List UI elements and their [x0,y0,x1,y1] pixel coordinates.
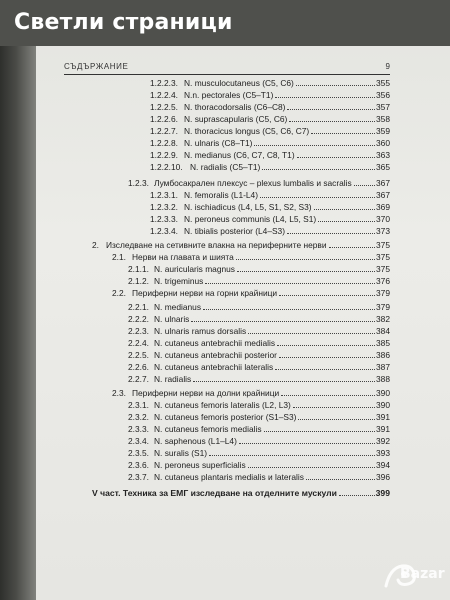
toc-entry-page: 390 [376,388,390,398]
toc-entry [150,214,390,224]
toc-entry-title: N. ischiadicus (L4, L5, S1, S2, S3) [184,202,312,212]
toc-entry [128,178,390,188]
toc-entry-number: 1.2.2.6. [150,114,178,124]
toc-entry [150,150,390,160]
toc-entry-page: 375 [376,240,390,250]
toc-leader-dots [311,132,375,134]
toc-entry-title: N. cutaneus plantaris medialis и lateralis [154,472,304,482]
toc-entry-page: 396 [376,472,390,482]
toc-entry-title: N. saphenous (L1–L4) [154,436,237,446]
toc-entry-title: N. tibialis posterior (L4–S3) [184,226,286,236]
toc-entry-number: 2. [92,240,99,250]
toc-entry-page: 367 [376,178,390,188]
toc-entry [128,264,390,274]
toc-entry [150,78,390,88]
toc-entry-number: 2.3.2. [128,412,149,422]
toc-entry [150,138,390,148]
toc-entry-title: N. auricularis magnus [154,264,235,274]
toc-entry-title: N. cutaneus antebrachii lateralis [154,362,274,372]
toc-entry-page: 391 [376,412,390,422]
toc-leader-dots [264,430,375,432]
toc-entry-page: 382 [376,314,390,324]
toc-entry-page: 399 [375,488,390,498]
toc-entry-number: 2.2.3. [128,326,149,336]
toc-leader-dots [314,208,375,210]
toc-entry-title: N. radialis [154,374,192,384]
toc-entry-title: N. suralis (S1) [154,448,208,458]
toc-leader-dots [281,394,375,396]
toc-entry-number: 1.2.2.8. [150,138,178,148]
toc-leader-dots [254,144,375,146]
toc-leader-dots [279,294,375,296]
toc-entry [128,338,390,348]
toc-leader-dots [237,270,375,272]
toc-leader-dots [205,282,375,284]
toc-entry-page: 369 [376,202,390,212]
toc-entry-page: 388 [376,374,390,384]
toc-leader-dots [279,356,375,358]
toc-entry-page: 391 [376,424,390,434]
toc-entry [128,350,390,360]
header-title: СЪДЪРЖАНИЕ [64,62,129,71]
toc-leader-dots [248,332,375,334]
toc-entry-title: N. suprascapularis (C5, C6) [184,114,288,124]
toc-entry-page: 387 [376,362,390,372]
toc-leader-dots [193,380,375,382]
toc-entry [128,424,390,434]
toc-entry [128,314,390,324]
toc-entry-number: 1.2.2.9. [150,150,178,160]
toc-entry [150,202,390,212]
toc-entry [150,162,390,172]
toc-entry [150,102,390,112]
toc-entry [128,302,390,312]
toc-entry-title: N. ulnaris ramus dorsalis [154,326,247,336]
toc-leader-dots [209,454,375,456]
toc-leader-dots [191,320,375,322]
toc-entry-title: N. thoracicus longus (C5, C6, C7) [184,126,310,136]
toc-entry-page: 356 [376,90,390,100]
toc-leader-dots [260,196,375,198]
toc-entry-page: 370 [376,214,390,224]
toc-entry-number: 1.2.2.10. [150,162,183,172]
toc-entry-number: 1.2.3.2. [150,202,178,212]
book-spine-shadow [0,0,40,600]
toc-entry-number: 2.3. [112,388,126,398]
toc-entry-number: 1.2.2.4. [150,90,178,100]
toc-entry-page: 360 [376,138,390,148]
toc-entry [128,326,390,336]
toc-leader-dots [318,220,375,222]
toc-entry [128,400,390,410]
toc-entry-page: 379 [376,302,390,312]
toc-entry-number: 2.3.5. [128,448,149,458]
toc-entry [92,240,390,250]
toc-leader-dots [287,232,375,234]
toc-entry-number: 2.1.1. [128,264,149,274]
toc-leader-dots [339,494,375,496]
toc-entry-title: N. cutaneus femoris medialis [154,424,262,434]
toc-entry-title: N. peroneus superficialis [154,460,246,470]
toc-entry-page: 394 [376,460,390,470]
toc-entry-page: 390 [376,400,390,410]
toc-leader-dots [277,344,375,346]
toc-entry-page: 375 [376,264,390,274]
toc-entry-page: 375 [376,252,390,262]
toc-leader-dots [329,246,376,248]
toc-entry-page: 367 [376,190,390,200]
toc-entry [112,288,390,298]
toc-entry-title: N. medianus [154,302,202,312]
toc-entry-title: N. medianus (C6, C7, C8, T1) [184,150,295,160]
toc-entry-number: 2.1.2. [128,276,149,286]
toc-entry-number: 1.2.2.7. [150,126,178,136]
toc-entry [112,388,390,398]
toc-entry-number: 1.2.3.4. [150,226,178,236]
toc-entry-number: 2.1. [112,252,126,262]
toc-entry-title: N. cutaneus femoris posterior (S1–S3) [154,412,297,422]
toc-entry-number: 1.2.2.5. [150,102,178,112]
toc-entry-title: N. radialis (C5–T1) [190,162,261,172]
banner-title: Светли страници [14,10,233,35]
toc-entry-number: 1.2.2.3. [150,78,178,88]
header-page-number: 9 [385,62,390,71]
toc-entry-number: 2.2. [112,288,126,298]
toc-entry-number: 1.2.3.3. [150,214,178,224]
toc-leader-dots [239,442,375,444]
toc-entry-title: Лумбосакрален плексус – plexus lumbalis и sacralis [154,178,352,188]
toc-entry [150,114,390,124]
site-banner [0,0,450,46]
toc-entry-title: N.n. pectorales (C5–T1) [184,90,274,100]
toc-entry-page: 385 [376,338,390,348]
toc-entry [128,460,390,470]
toc-entry-title: Периферни нерви на долни крайници [132,388,280,398]
toc-entry-title: N. ulnaris [154,314,190,324]
toc-leader-dots [293,406,375,408]
toc-entry-title: N. peroneus communis (L4, L5, S1) [184,214,317,224]
toc-entry-number: 2.2.1. [128,302,149,312]
toc-entry [128,472,390,482]
toc-leader-dots [248,466,375,468]
toc-leader-dots [298,418,375,420]
toc-entry [150,90,390,100]
toc-entry-page: 363 [376,150,390,160]
toc-entry-title: V част. Техника за ЕМГ изследване на отделните мускули [92,488,337,498]
toc-leader-dots [275,368,375,370]
toc-entry-title: N. cutaneus femoris lateralis (L2, L3) [154,400,291,410]
toc-entry [128,412,390,422]
toc-entry-page: 392 [376,436,390,446]
toc-entry [128,276,390,286]
toc-entry-title: N. cutaneus antebrachii posterior [154,350,277,360]
toc-leader-dots [306,478,375,480]
toc-entry-title: N. cutaneus antebrachii medialis [154,338,276,348]
toc-entry [150,190,390,200]
toc-entry-title: Изследване на сетивните влакна на периферните нерви [106,240,327,250]
toc-entry-page: 379 [376,288,390,298]
toc-entry [128,362,390,372]
toc-entry-page: 393 [376,448,390,458]
toc-entry-number: 2.2.6. [128,362,149,372]
toc-entry [128,448,390,458]
toc-entry-page: 386 [376,350,390,360]
toc-entry-title: Нерви на главата и шията [132,252,234,262]
toc-entry-title: Периферни нерви на горни крайници [132,288,278,298]
toc-entry-title: N. ulnaris (C8–T1) [184,138,253,148]
toc-entry-number: 1.2.3. [128,178,149,188]
toc-entry-page: 376 [376,276,390,286]
toc-entry-title: N. musculocutaneus (C5, C6) [184,78,294,88]
toc-entry-number: 2.2.2. [128,314,149,324]
toc-entry [92,488,390,498]
toc-entry-page: 357 [376,102,390,112]
toc-entry-number: 2.3.1. [128,400,149,410]
toc-leader-dots [296,84,375,86]
toc-entry [128,436,390,446]
toc-leader-dots [275,96,375,98]
toc-leader-dots [236,258,375,260]
toc-entry [128,374,390,384]
toc-leader-dots [203,308,375,310]
toc-entry-number: 2.2.4. [128,338,149,348]
page-header [64,62,390,75]
toc-entry-page: 358 [376,114,390,124]
toc-entry-number: 2.2.7. [128,374,149,384]
toc-entry-number: 2.3.7. [128,472,149,482]
toc-entry-number: 2.3.6. [128,460,149,470]
toc-entry-title: N. femoralis (L1-L4) [184,190,259,200]
watermark-text: Bazar [400,566,445,582]
toc-leader-dots [297,156,375,158]
toc-entry-page: 365 [376,162,390,172]
toc-entry [150,226,390,236]
toc-entry-number: 1.2.3.1. [150,190,178,200]
toc-leader-dots [262,168,375,170]
toc-entry-number: 2.2.5. [128,350,149,360]
toc-entry-title: N. trigeminus [154,276,204,286]
toc-leader-dots [354,184,375,186]
toc-entry-page: 384 [376,326,390,336]
toc-entry [150,126,390,136]
toc-leader-dots [289,120,375,122]
toc-entry-page: 355 [376,78,390,88]
toc-entry-title: N. thoracodorsalis (C6–C8) [184,102,286,112]
toc-leader-dots [287,108,375,110]
toc-entry-page: 359 [376,126,390,136]
toc-entry-page: 373 [376,226,390,236]
toc-entry [112,252,390,262]
toc-entry-number: 2.3.3. [128,424,149,434]
toc-entry-number: 2.3.4. [128,436,149,446]
